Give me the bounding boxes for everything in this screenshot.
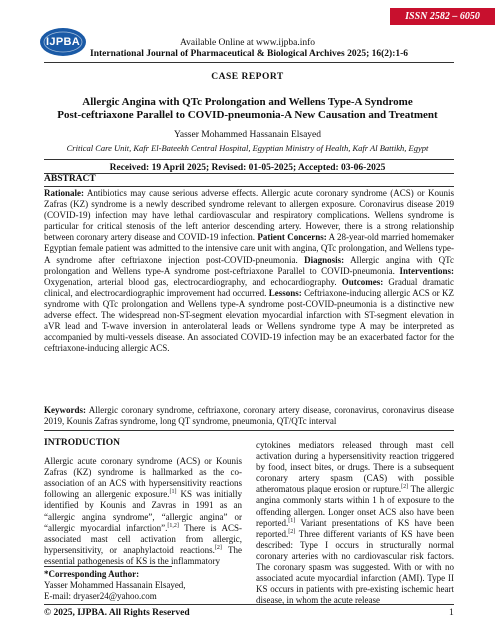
interventions-text: Oxygenation, arterial blood gas, electrocardiography, and echocardiography. [44,276,342,287]
lessons-label: Lessons: [268,287,302,298]
citation-1-2[interactable]: [1,2] [167,522,179,529]
citation-1[interactable]: [1] [169,489,177,496]
journal-citation: International Journal of Pharmaceutical & Biological Archives 2025; 16(2):1-6 [90,49,409,59]
dates-rule-bottom [44,173,454,174]
intro-text-1: Allergic acute coronary syndrome (ACS) or Kounis Zafras (KZ) syndrome is hallmarked as the co-association of an ACS with hypersensitivity reactions following an allergenic exposure. [44,456,242,500]
correspondence-name: Yasser Mohammed Hassanain Elsayed, [44,580,186,591]
rationale-text: Antibiotics may cause serious adverse effects. Allergic acute coronary syndrome (ACS) or Kounis Zafras (KZ) syndrome is a newly described syndrome relevant to allergen exposure. Coronavirus disease 2019 (COVID-19) infection may have lethal cardiovascular and respiratory complications. Wellens syndrome is particular for critical stenosis of the left anterior descending artery. However, there is a strong relationship between coronary artery disease and COVID-19 infection. [44,188,454,243]
intro-text-4: The essential pathogenesis of KS is the inflammatory [44,544,242,566]
correspondence-rule [44,566,172,567]
logo-text: IJPBA [46,36,80,48]
diagnosis-text: Allergic angina with QTc prolongation and Wellens type-A syndrome post-ceftriaxone Parallel to COVID-pneumonia. [44,254,454,276]
introduction-heading: INTRODUCTION [44,438,121,448]
correspondence-label: *Corresponding Author: [44,569,140,579]
availability-line: Available Online at www.ijpba.info [179,38,316,48]
intro-text-2: KS was initially identified by Kounis and Zavras in 1991 as an “allergic angina syndrome”, “allergic angina” or “allergic myocardial infarction”. [44,489,243,533]
keywords-rule [44,430,454,431]
citation-r1[interactable]: [2] [401,484,409,491]
concerns-text: A 28-year-old married homemaker Egyptian female patient was admitted to the intensive care unit with angina, QTc prolongation, and Wellens type-A syndrome after ceftriaxone injection post-COVID-pneumonia. [44,232,454,265]
rationale-label: Rationale: [44,188,84,198]
abstract-body [44,188,454,354]
footer-rule [44,604,454,605]
dates-rule-top [44,159,454,160]
keywords [44,405,454,427]
right-text-4: Three different variants of KS have been described: Type I occurs in structurally normal coronary arteries with no cardiovascular risk factors. The coronary spasm was suggested. With or with no associated acute myocardial infarction (AMI). Type II KS occurs in patients with pre-existing ischemic heart disease, in whom the acute release [256,528,454,606]
citation-2[interactable]: [2] [214,544,222,551]
page-number: 1 [449,608,454,618]
interventions-label: Interventions: [399,265,454,276]
header-rule [44,62,454,63]
abstract-heading: ABSTRACT [44,174,96,184]
correspondence-block [44,569,244,602]
intro-paragraph [44,456,242,567]
outcomes-text: Gradual dramatic clinical, and electrocardiographic improvement had occurred. [44,276,454,298]
right-text-2: The allergic angina commonly starts within 1 h of exposure to the offending allergen. Longer onset ACS also have been reported. [256,484,454,528]
citation-r3[interactable]: [2] [288,528,296,535]
right-text-3: Variant presentations of KS have been reported. [256,517,454,539]
author-name: Yasser Mohammed Hassanain Elsayed [173,130,322,140]
keywords-label: Keywords: [44,405,86,415]
title-line-2: Post-ceftriaxone Parallel to COVID-pneumonia-A New Causation and Treatment [57,109,438,121]
diagnosis-label: Diagnosis: [304,254,345,265]
article-type: CASE REPORT [211,72,284,82]
lessons-text: Ceftriaxone-inducing allergic ACS or KZ syndrome with QTc prolongation and Wellens type-A syndrome post-COVID-pneumonia is a distinctive new adverse effect. The widespread non-ST-segment elevation myocardial infarction with ST-segment elevation in aVR lead and T-wave inversion in anterolateral leads or Wellens syndrome type A may be interpreted as accompanied by multi-vessels disease. An associated COVID-19 infection may be an exacerbated factor for the ceftriaxone-inducing allergic ACS. [44,287,454,354]
outcomes-label: Outcomes: [341,276,384,287]
article-title [30,96,465,122]
title-line-1: Allergic Angina with QTc Prolongation and Wellens Type-A Syndrome [82,96,413,108]
article-dates: Received: 19 April 2025; Revised: 01-05-2025; Accepted: 03-06-2025 [109,163,386,173]
author-affiliation: Critical Care Unit, Kafr El-Bateekh Central Hospital, Egyptian Ministry of Health, Kafr Al Battikh, Egypt [66,143,429,153]
copyright: © 2025, IJPBA. All Rights Reserved [44,608,190,618]
concerns-label: Patient Concerns: [257,232,327,243]
right-column [256,440,454,606]
issn-banner: ISSN 2582 – 6050 [390,8,495,25]
left-column [44,438,242,567]
citation-r2[interactable]: [1] [288,517,296,524]
correspondence-email[interactable]: E-mail: dryaser24@yahoo.com [44,591,157,602]
intro-text-3: There is ACS-associated mast cell activation from allergic, hypersensitivity, or anaphylactoid reactions. [44,522,242,555]
keywords-text: Allergic coronary syndrome, ceftriaxone, coronary artery disease, coronavirus, coronavirus disease 2019, Kounis Zafras syndrome, long QT syndrome, pneumonia, QT/QTc interval [44,405,454,427]
right-text-1: cytokines mediators released through mast cell activation during a hypersensitivity reaction triggered by food, insect bites, or drugs. There is a subsequent coronary artery spasm (CAS) with possible atheromatous plaque erosion or rupture. [256,440,454,495]
abstract-rule-top [44,186,454,187]
